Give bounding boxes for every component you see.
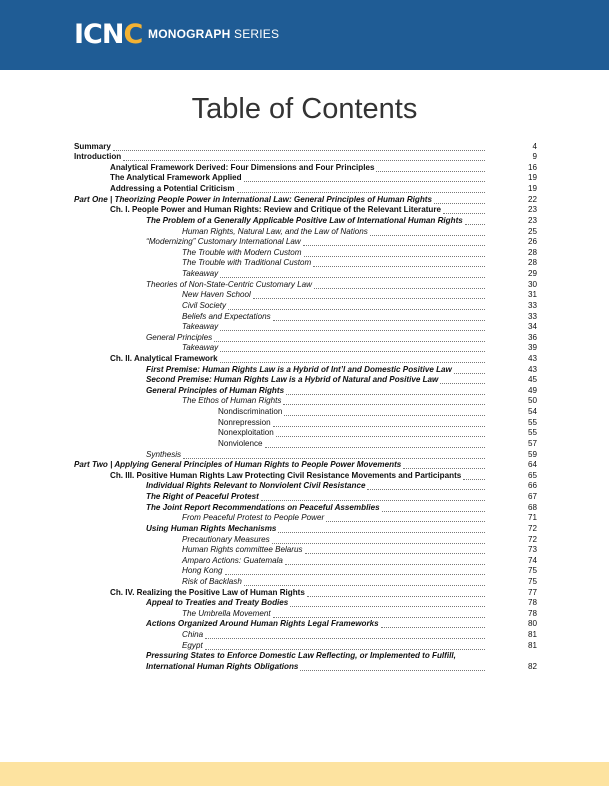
toc-page-number: 72: [527, 534, 537, 544]
toc-page-number: 43: [527, 364, 537, 374]
toc-entry: [146, 481, 537, 492]
toc-entry-title: Second Premise: Human Rights Law is a Hybrid of Natural and Positive Law: [146, 375, 439, 385]
toc-entry-title: General Principles of Human Rights: [146, 385, 285, 395]
toc-dot-leader: [261, 494, 485, 501]
toc-page-number: 33: [527, 300, 537, 310]
toc-dot-leader: [244, 579, 485, 586]
toc-entry-title: Part Two | Applying General Principles of Human Rights to People Power Movements: [74, 460, 402, 470]
toc-page-number: 66: [527, 481, 537, 491]
toc-entry-title: The Right of Peaceful Protest: [146, 492, 259, 502]
toc-entry: [146, 237, 537, 248]
toc-entry-title: New Haven School: [182, 290, 251, 300]
toc-entry-title: Ch. III. Positive Human Rights Law Protecting Civil Resistance Movements and Participants: [110, 470, 462, 480]
toc-entry-title: Nonexploitation: [218, 428, 274, 438]
toc-page-number: 28: [527, 258, 537, 268]
toc-entry-title: The Joint Report Recommendations on Peaceful Assemblies: [146, 502, 380, 512]
toc-entry: [146, 491, 537, 502]
toc-page-number: 73: [527, 545, 537, 555]
toc-entry: [74, 194, 537, 205]
toc-dot-leader: [237, 186, 485, 193]
toc-page-number: 49: [527, 385, 537, 395]
toc-entry: [110, 173, 537, 184]
toc-dot-leader: [313, 260, 485, 267]
toc-page-number: 55: [527, 428, 537, 438]
toc-dot-leader: [265, 441, 485, 448]
toc-entry: [182, 311, 537, 322]
toc-entry: [146, 619, 537, 630]
toc-dot-leader: [285, 558, 485, 565]
toc-dot-leader: [403, 462, 485, 469]
toc-entry: [74, 141, 537, 152]
toc-page-number: 71: [527, 513, 537, 523]
toc-dot-leader: [225, 568, 485, 575]
toc-entry: [182, 290, 537, 301]
toc-entry: [146, 502, 537, 513]
toc-entry: [182, 566, 537, 577]
toc-dot-leader: [220, 324, 485, 331]
toc-dot-leader: [278, 526, 485, 533]
toc-entry: [182, 608, 537, 619]
toc-entry: [182, 247, 537, 258]
toc-entry: [146, 375, 537, 386]
toc-entry: [110, 162, 537, 173]
toc-dot-leader: [443, 207, 485, 214]
toc-page-number: 80: [527, 619, 537, 629]
toc-dot-leader: [326, 515, 485, 522]
toc-entry: [218, 428, 537, 439]
toc-entry: [182, 343, 537, 354]
toc-entry: [74, 152, 537, 163]
toc-dot-leader: [123, 154, 485, 161]
toc-dot-leader: [273, 611, 485, 618]
toc-entry: [182, 545, 537, 556]
toc-entry-title: Nondiscrimination: [218, 407, 283, 417]
toc-page-number: 16: [527, 162, 537, 172]
toc-dot-leader: [290, 600, 485, 607]
toc-entry-title: From Peaceful Protest to People Power: [182, 513, 325, 523]
toc-dot-leader: [272, 537, 485, 544]
toc-page-number: 19: [527, 173, 537, 183]
toc-entry-title: Risk of Backlash: [182, 577, 242, 586]
toc-entry-title: First Premise: Human Rights Law is a Hybrid of Int’l and Domestic Positive Law: [146, 364, 452, 374]
toc-entry: [110, 353, 537, 364]
toc-dot-leader: [286, 388, 485, 395]
toc-entry: [182, 630, 537, 641]
toc-entry-title: The Analytical Framework Applied: [110, 173, 242, 183]
toc-entry: [182, 268, 537, 279]
toc-dot-leader: [253, 292, 485, 299]
toc-entry: [146, 598, 537, 609]
toc-page-number: 57: [527, 438, 537, 448]
toc-entry-title: The Umbrella Movement: [182, 608, 271, 618]
toc-page-number: 4: [532, 141, 537, 151]
toc-page-number: 54: [527, 407, 537, 417]
toc-dot-leader: [370, 229, 485, 236]
toc-page-number: 55: [527, 417, 537, 427]
toc-entry: [146, 523, 537, 534]
toc-page-number: 59: [527, 449, 537, 459]
toc-page-number: 74: [527, 555, 537, 565]
toc-entry-title: Nonrepression: [218, 417, 271, 427]
toc-entry-title: Analytical Framework Derived: Four Dimensions and Four Principles: [110, 162, 375, 172]
toc-entry-title: Ch. IV. Realizing the Positive Law of Human Rights: [110, 587, 305, 597]
toc-entry-title: Ch. I. People Power and Human Rights: Review and Critique of the Relevant Literature: [110, 205, 441, 215]
toc-entry: [110, 205, 537, 216]
toc-page-number: 81: [527, 630, 537, 640]
toc-entry: [110, 587, 537, 598]
toc-dot-leader: [434, 197, 485, 204]
toc-page-number: 25: [527, 226, 537, 236]
toc-page-number: 72: [527, 523, 537, 533]
toc-entry: [182, 640, 537, 651]
toc-entry-title: “Modernizing” Customary International Law: [146, 237, 301, 247]
toc-entry-title: Addressing a Potential Criticism: [110, 184, 235, 194]
toc-entry: [182, 555, 537, 566]
toc-dot-leader: [303, 239, 485, 246]
toc-dot-leader: [220, 345, 485, 352]
toc-page-number: 23: [527, 205, 537, 215]
toc-dot-leader: [304, 250, 485, 257]
toc-entry: [110, 183, 537, 194]
toc-page-number: 75: [527, 577, 537, 586]
toc-dot-leader: [382, 505, 485, 512]
toc-page-number: 23: [527, 215, 537, 225]
toc-entry-title: Egypt: [182, 640, 203, 650]
toc-entry: [182, 396, 537, 407]
toc-entry: [182, 226, 537, 237]
toc-entry-title: Theories of Non-State-Centric Customary Law: [146, 279, 312, 289]
toc-entry-title: Pressuring States to Enforce Domestic Law Reflecting, or Implemented to Fulfill,: [146, 651, 456, 661]
toc-dot-leader: [220, 356, 485, 363]
toc-page-number: 75: [527, 566, 537, 576]
toc-page-number: 43: [527, 353, 537, 363]
toc-dot-leader: [276, 430, 485, 437]
toc-dot-leader: [454, 367, 485, 374]
toc-entry: [218, 417, 537, 428]
toc-page-number: 33: [527, 311, 537, 321]
toc-entry: [146, 661, 537, 672]
toc-entry: [146, 449, 537, 460]
toc-page-number: 39: [527, 343, 537, 353]
toc-dot-leader: [183, 452, 485, 459]
toc-dot-leader: [305, 547, 485, 554]
toc-page-number: 31: [527, 290, 537, 300]
toc-dot-leader: [273, 314, 485, 321]
toc-entry-title: Human Rights, Natural Law, and the Law of Nations: [182, 226, 368, 236]
toc-page-number: 81: [527, 640, 537, 650]
toc-entry-title: Synthesis: [146, 449, 182, 459]
toc-page-number: 68: [527, 502, 537, 512]
toc-entry-title: Nonviolence: [218, 438, 263, 448]
toc-entry: [218, 438, 537, 449]
toc-entry-title: Summary: [74, 141, 111, 151]
toc-dot-leader: [463, 473, 485, 480]
toc-dot-leader: [273, 420, 485, 427]
toc-entry-title: Hong Kong: [182, 566, 223, 576]
toc-dot-leader: [284, 409, 485, 416]
toc-page-number: 78: [527, 598, 537, 608]
toc-page-number: 36: [527, 332, 537, 342]
toc-entry: [110, 470, 537, 481]
toc-entry-title: Amparo Actions: Guatemala: [182, 555, 283, 565]
toc-dot-leader: [214, 335, 485, 342]
toc-page-number: 77: [527, 587, 537, 597]
header-bar: [0, 0, 609, 70]
toc-dot-leader: [205, 632, 485, 639]
toc-entry: [146, 279, 537, 290]
toc-entry-title: The Trouble with Modern Custom: [182, 247, 302, 257]
toc-entry: [182, 534, 537, 545]
toc-dot-leader: [300, 664, 485, 671]
toc-entry-title: Civil Society: [182, 300, 227, 310]
series-label: MONOGRAPH SERIES: [148, 27, 280, 41]
toc-page-number: 28: [527, 247, 537, 257]
toc-entry: [182, 300, 537, 311]
toc-entry-title: Human Rights committee Belarus: [182, 545, 303, 555]
toc-page-number: 34: [527, 322, 537, 332]
toc-dot-leader: [465, 218, 485, 225]
toc-dot-leader: [244, 175, 485, 182]
toc-entry-title: Actions Organized Around Human Rights Legal Frameworks: [146, 619, 379, 629]
toc-page-number: 82: [527, 661, 537, 671]
toc-entry-title: Takeaway: [182, 343, 219, 353]
icnc-logo: ICNC: [74, 19, 143, 50]
toc-entry: [146, 364, 537, 375]
toc-entry-title: Individual Rights Relevant to Nonviolent Civil Resistance: [146, 481, 366, 491]
footer-bar: [0, 762, 609, 786]
toc-dot-leader: [458, 653, 485, 660]
toc-entry-title: Using Human Rights Mechanisms: [146, 523, 277, 533]
page-title: Table of Contents: [191, 93, 418, 125]
toc-page-number: 64: [527, 460, 537, 470]
toc-entry-title: Part One | Theorizing People Power in International Law: General Principles of Human Rights: [74, 194, 432, 204]
toc-page-number: 78: [527, 608, 537, 618]
toc-entry: [182, 513, 537, 524]
toc-dot-leader: [367, 483, 485, 490]
toc-entry-title: Takeaway: [182, 269, 219, 279]
toc-entry: [182, 258, 537, 269]
toc-entry-title: The Problem of a Generally Applicable Positive Law of International Human Rights: [146, 215, 463, 225]
toc-entry-title: General Principles: [146, 332, 213, 342]
toc-entry: [182, 322, 537, 333]
toc-dot-leader: [381, 621, 485, 628]
toc-dot-leader: [314, 282, 485, 289]
toc-entry: [146, 332, 537, 343]
toc-entry-title: The Trouble with Traditional Custom: [182, 258, 312, 268]
toc-entry: [74, 460, 537, 471]
toc-dot-leader: [283, 398, 485, 405]
toc-page-number: 65: [527, 470, 537, 480]
toc-entry-title: Precautionary Measures: [182, 534, 270, 544]
toc-entry-title: Ch. II. Analytical Framework: [110, 353, 218, 363]
toc-dot-leader: [307, 590, 485, 597]
toc-page-number: 67: [527, 492, 537, 502]
toc-entry-title: Introduction: [74, 152, 122, 162]
toc-page-number: 50: [527, 396, 537, 406]
toc-entry-title: The Ethos of Human Rights: [182, 396, 282, 406]
toc-entry-title: Appeal to Treaties and Treaty Bodies: [146, 598, 289, 608]
toc-entry-title: China: [182, 630, 204, 640]
toc-dot-leader: [205, 643, 485, 650]
toc-entry: [218, 407, 537, 418]
toc-entry: [182, 576, 537, 587]
toc-page-number: 9: [532, 152, 537, 162]
toc-page-number: 26: [527, 237, 537, 247]
toc-dot-leader: [228, 303, 485, 310]
toc-page-number: 22: [527, 194, 537, 204]
toc-entry: [146, 651, 537, 662]
toc-dot-leader: [220, 271, 485, 278]
toc-entry: [146, 385, 537, 396]
toc-page-number: 19: [527, 184, 537, 194]
toc-entry-title: International Human Rights Obligations: [146, 661, 299, 671]
toc-entry: [146, 215, 537, 226]
toc-entry-title: Takeaway: [182, 322, 219, 332]
toc-page-number: 45: [527, 375, 537, 385]
toc-page-number: 29: [527, 269, 537, 279]
toc-dot-leader: [440, 377, 485, 384]
toc-dot-leader: [113, 144, 485, 151]
toc-dot-leader: [376, 165, 485, 172]
toc-page-number: 30: [527, 279, 537, 289]
toc-entry-title: Beliefs and Expectations: [182, 311, 271, 321]
